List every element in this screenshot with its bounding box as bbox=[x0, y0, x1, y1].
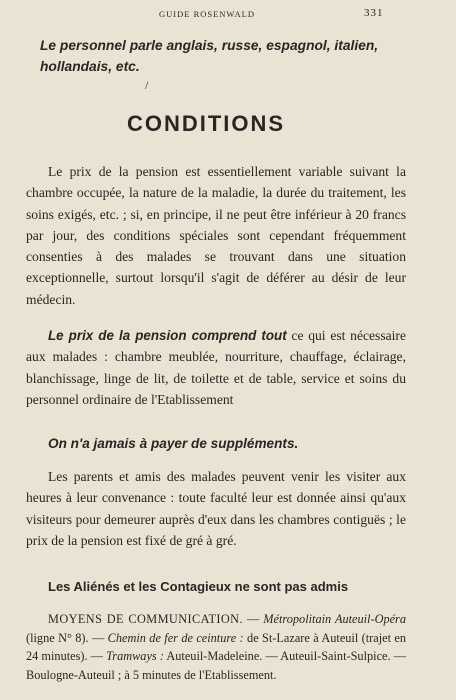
pencil-tick-mark: / bbox=[145, 78, 149, 92]
transport-section bbox=[26, 610, 406, 685]
transport-label: MOYENS DE COMMUNICATION. bbox=[48, 612, 243, 626]
transport-sep: — bbox=[242, 612, 264, 626]
paragraph-visits bbox=[26, 466, 406, 551]
transport-tram-detail: Auteuil-Madeleine. — Auteuil-Saint-Sulpice. — Boulogne-Auteuil ; à 5 minutes de l'Etablissement. bbox=[26, 649, 406, 683]
transport-metro: Métropolitain Auteuil-Opéra bbox=[263, 612, 406, 626]
page-number: 331 bbox=[364, 7, 384, 19]
transport-metro-line: (ligne N° 8). — bbox=[26, 630, 108, 645]
transport-tram: Tramways : bbox=[106, 649, 164, 664]
languages-note: Le personnel parle anglais, russe, espagnol, italien, hollandais, etc. bbox=[40, 38, 379, 74]
heading-text: CONDITIONS bbox=[126, 111, 286, 136]
transport-rail: Chemin de fer de ceinture : bbox=[107, 630, 244, 645]
running-title: GUIDE ROSENWALD bbox=[159, 9, 255, 19]
transport-rail-detail: de St-Lazare à Auteuil (trajet en 24 minutes). — bbox=[26, 630, 406, 664]
admission-notice: Les Aliénés et les Contagieux ne sont pas admis bbox=[48, 579, 349, 594]
paragraph-included-text: ce qui est nécessaire aux malades : chambre meublée, nourriture, chauffage, éclairage, blanchissage, linge de lit, de toilette et de table, service et soins du personnel ordinaire de l'Etablissement bbox=[26, 328, 406, 407]
section-heading bbox=[0, 111, 412, 137]
paragraph-pricing-text: Le prix de la pension est essentiellement variable suivant la chambre occupée, la nature de la maladie, la durée du traitement, les soins exigés, etc. ; si, en principe, il ne peut être inférieur à 20 francs par jour, des conditions spéciales sont cependant fréquemment consenties à des malades se trouvant dans une situation exceptionnelle, surtout lorsqu'il s'agit de déférer au désir de leur médecin. bbox=[26, 164, 406, 307]
paragraph-pricing bbox=[26, 161, 406, 310]
no-supplements-note: On n'a jamais à payer de suppléments. bbox=[48, 436, 299, 451]
paragraph-included bbox=[26, 325, 406, 410]
paragraph-included-lead: Le prix de la pension comprend tout bbox=[48, 328, 287, 343]
paragraph-visits-text: Les parents et amis des malades peuvent venir les visiter aux heures à leur convenance : toute faculté leur est donnée ainsi qu'aux visiteurs pour demeurer auprès d'eux dans les chambres contiguës ; le prix de la pension est fixé de gré à gré. bbox=[26, 469, 406, 548]
